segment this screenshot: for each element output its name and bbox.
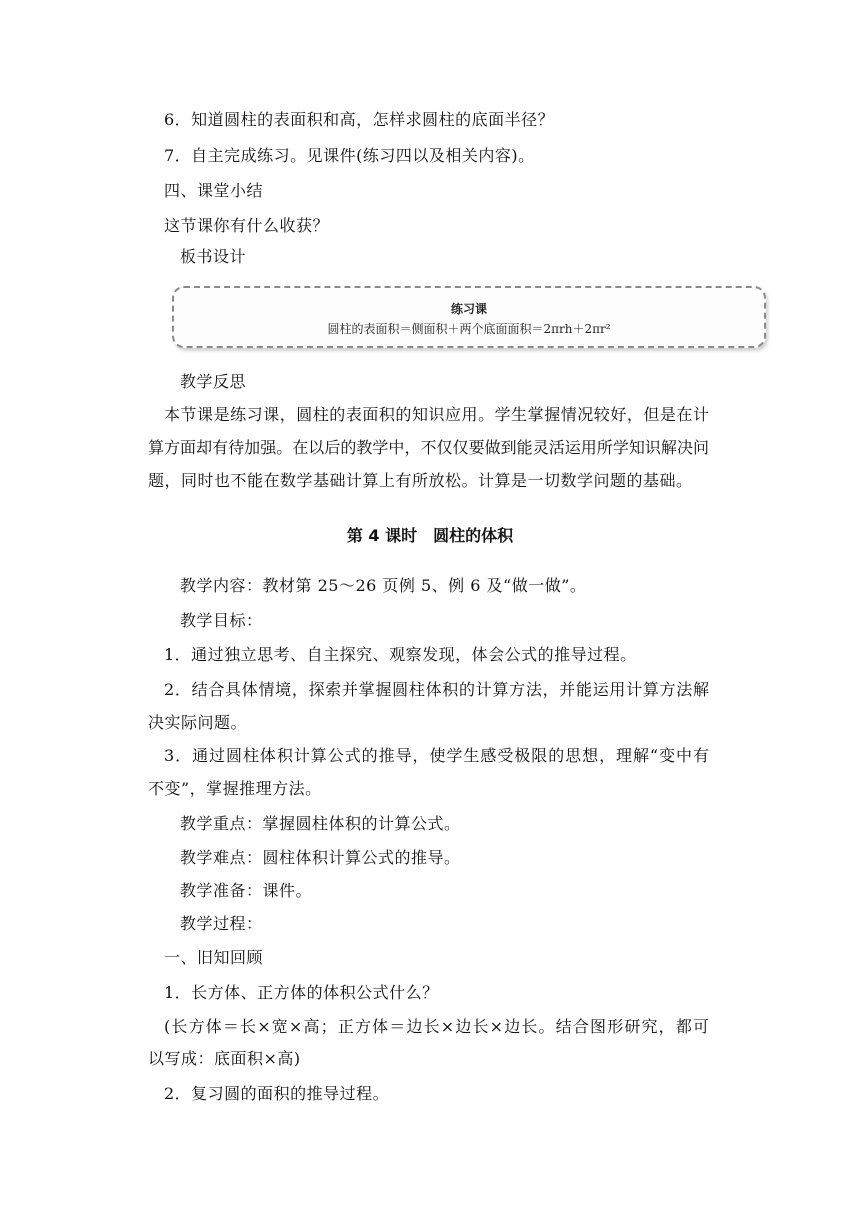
question-item: 2．复习圆的面积的推导过程。 bbox=[164, 1084, 390, 1103]
question-item: 1．长方体、正方体的体积公式什么？ bbox=[164, 983, 439, 1002]
goal-item: 2．结合具体情境，探索并掌握圆柱体积的计算方法，并能运用计算方法解 bbox=[164, 680, 709, 699]
answer-line: 以写成：底面积×高) bbox=[148, 1049, 301, 1068]
text-line: 这节课你有什么收获？ bbox=[164, 216, 330, 235]
goals-label: 教学目标： bbox=[180, 611, 263, 630]
section-heading: 四、课堂小结 bbox=[164, 181, 264, 200]
goal-item-continued: 决实际问题。 bbox=[148, 713, 248, 732]
answer-line: (长方体＝长×宽×高；正方体＝边长×边长×边长。结合图形研究，都可 bbox=[164, 1017, 709, 1036]
section-heading: 一、旧知回顾 bbox=[164, 948, 264, 967]
difficulty: 教学难点：圆柱体积计算公式的推导。 bbox=[180, 848, 461, 867]
teaching-content: 教学内容：教材第 25～26 页例 5、例 6 及“做一做”。 bbox=[180, 576, 587, 595]
blackboard-design-box bbox=[172, 286, 766, 348]
process-label: 教学过程： bbox=[180, 914, 263, 933]
board-formula: 圆柱的表面积＝侧面积＋两个底面面积＝2πrh＋2πr² bbox=[327, 322, 611, 336]
goal-item: 1．通过独立思考、自主探究、观察发现，体会公式的推导过程。 bbox=[164, 645, 637, 664]
reflection-heading: 教学反思 bbox=[180, 372, 247, 391]
lesson-title: 第 4 课时 圆柱的体积 bbox=[346, 526, 514, 545]
board-design-heading: 板书设计 bbox=[180, 247, 247, 266]
text-line: 7．自主完成练习。见课件(练习四以及相关内容)。 bbox=[164, 146, 535, 165]
goal-item: 3．通过圆柱体积计算公式的推导，使学生感受极限的思想，理解“变中有 bbox=[164, 746, 709, 765]
paragraph-line: 算方面却有待加强。在以后的教学中，不仅仅要做到能灵活运用所学知识解决问 bbox=[148, 438, 709, 457]
paragraph-line: 题，同时也不能在数学基础计算上有所放松。计算是一切数学问题的基础。 bbox=[148, 471, 693, 490]
goal-item-continued: 不变”，掌握推理方法。 bbox=[148, 779, 322, 798]
board-title: 练习课 bbox=[450, 302, 487, 316]
paragraph-line: 本节课是练习课，圆柱的表面积的知识应用。学生掌握情况较好，但是在计 bbox=[164, 405, 709, 424]
key-point: 教学重点：掌握圆柱体积的计算公式。 bbox=[180, 814, 461, 833]
text-line: 6．知道圆柱的表面积和高，怎样求圆柱的底面半径？ bbox=[164, 110, 555, 129]
preparation: 教学准备：课件。 bbox=[180, 881, 313, 900]
